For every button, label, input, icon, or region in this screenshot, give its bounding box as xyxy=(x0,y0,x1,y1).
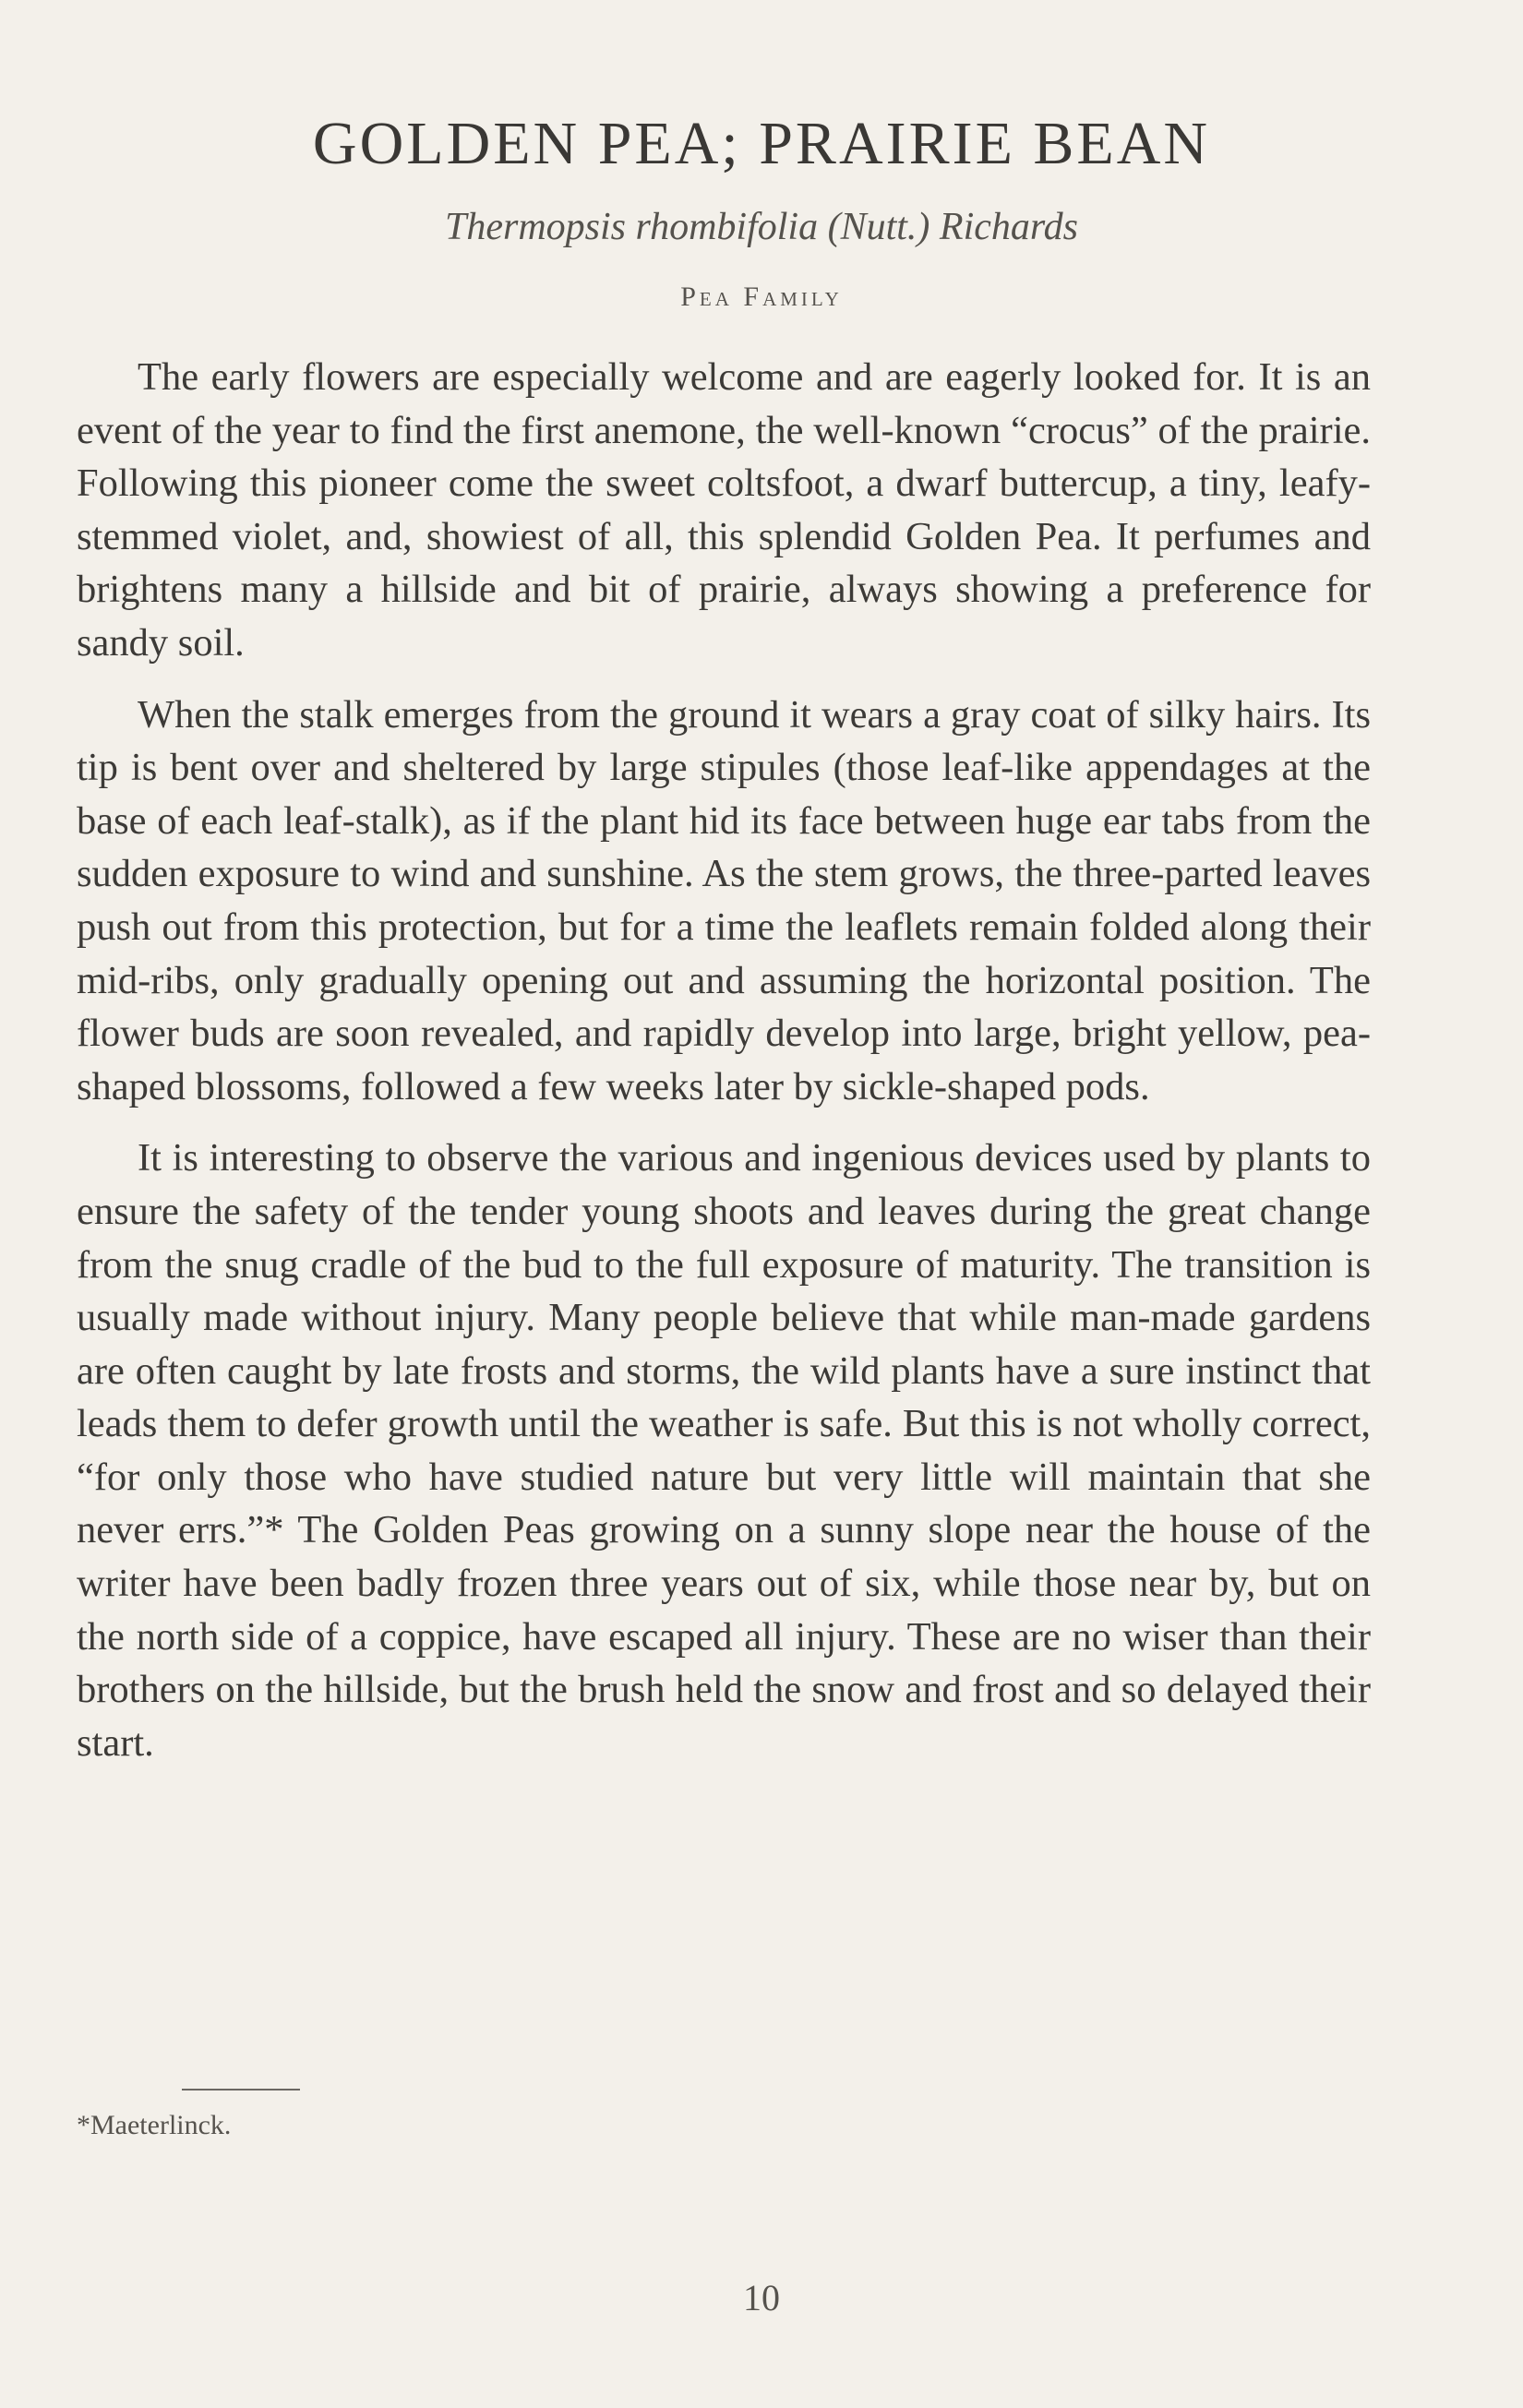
paragraph-2: When the stalk emerges from the ground it wears a gray coat of silky hairs. Its tip is bent over and sheltered by large stipules (those leaf-like appendages at the base of each leaf-stalk), as if the plant hid its face between huge ear tabs from the sudden exposure to wind and sunshine. As the stem grows, the three-parted leaves push out from this protection, but for a time the leaflets remain folded along their mid-ribs, only gradually opening out and assuming the horizontal position. The flower buds are soon revealed, and rapidly develop into large, bright yellow, pea-shaped blossoms, followed a few weeks later by sickle-shaped pods. xyxy=(77,692,1371,1108)
body-text xyxy=(77,351,1371,1769)
footnote-divider xyxy=(182,2089,300,2091)
paragraph-1: The early flowers are especially welcome and are eagerly looked for. It is an event of the year to find the first anemone, the well-known “crocus” of the prairie. Following this pioneer come the sweet coltsfoot, a dwarf buttercup, a tiny, leafy-stemmed violet, and, showiest of all, this splendid Golden Pea. It perfumes and brightens many a hillside and bit of prairie, always showing a preference for sandy soil. xyxy=(77,355,1371,665)
page-title: GOLDEN PEA; PRAIRIE BEAN xyxy=(312,110,1211,177)
paragraph-3: It is interesting to observe the various and ingenious devices used by plants to ensure the safety of the tender young shoots and leaves during the great change from the snug cradle of the bud to the full exposure of maturity. The transition is usually made without injury. Many people believe that while man-made gardens are often caught by late frosts and storms, the wild plants have a sure instinct that leads them to defer growth until the weather is safe. But this is not wholly correct, “for only those who have studied nature but very little will maintain that she never errs.”* The Golden Peas growing on a sunny slope near the house of the writer have been badly frozen three years out of six, while those near by, but on the north side of a coppice, have escaped all injury. These are no wiser than their brothers on the hillside, but the brush held the snow and frost and so delayed their start. xyxy=(77,1136,1371,1765)
scientific-name: Thermopsis rhombifolia (Nutt.) Richards xyxy=(444,206,1079,248)
plant-family: Pea Family xyxy=(680,282,843,312)
page-number: 10 xyxy=(743,2277,780,2318)
footnote: *Maeterlinck. xyxy=(77,2110,232,2140)
